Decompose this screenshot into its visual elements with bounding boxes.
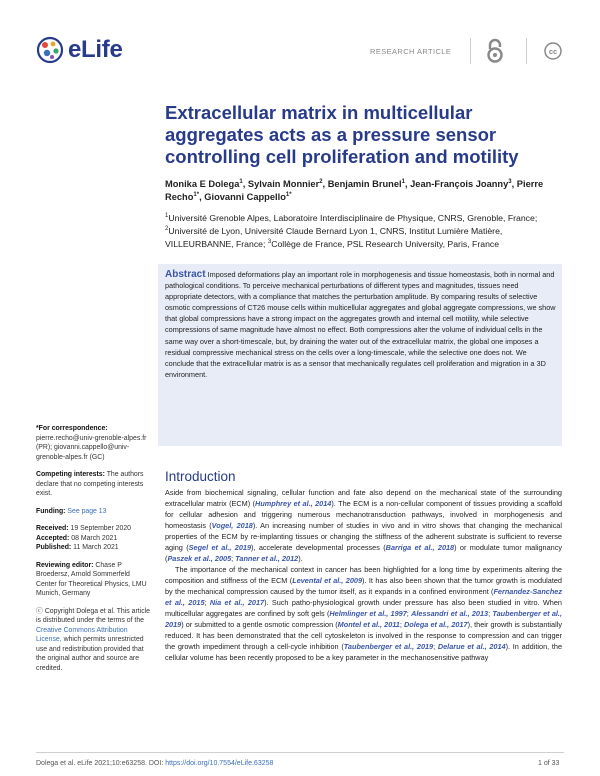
intro-text: ) or submitted to a gentle osmotic compression ( [181,620,338,629]
copyright-text-b: which permits unrestricted use and redistribution provided that the original author and source are credited. [36,636,144,672]
affiliation-text: Université de Lyon, Université Claude Bernard Lyon 1, CNRS, Institut Lumière Matière, VILLEURBANNE, France; [165,226,503,249]
intro-text: ; [204,598,210,607]
intro-text: ) or modulate tumor malignancy ( [165,543,563,563]
accepted-date: 08 March 2021 [71,534,118,542]
copyright-text-a: Copyright Dolega et al. This article is distributed under the terms of the [36,607,151,624]
author-affiliation-mark: 2 [319,178,323,185]
affiliation-mark: 3 [267,239,272,246]
intro-paragraph-2 [165,564,562,663]
citation-link[interactable]: Humphrey et al., 2014 [255,499,332,508]
intro-text: ). An increasing number of studies in vivo and in vitro shows that changing the mechanical properties of the ECM by re-implanting tissues or changing the stiffness of the adherent substrate is sufficient to reverse aging ( [165,521,562,552]
elife-logo-icon [36,36,64,64]
intro-text: ). The ECM is a non-cellular component of tissues providing a scaffold for cellular adhesion and triggering numerous mechanotransduction pathways, involved in morphogenesis and homeostasis ( [165,499,563,530]
citation-link[interactable]: Taubenberger et al., 2019 [165,609,562,629]
author-name[interactable]: Pierre Recho [165,179,544,202]
article-type-label: RESEARCH ARTICLE [370,47,452,56]
author-name[interactable]: Jean-François Joanny [410,179,509,189]
intro-text: ; [406,609,412,618]
affiliation-mark: 1 [165,213,169,220]
intro-text: ). Such patho-physiological growth under pressure has also been studied in vitro. When multicellular aggregates are confined by soft gels ( [165,598,562,618]
affiliation-mark: 2 [165,226,169,233]
author-affiliation-mark: 1* [285,191,292,198]
intro-text: ; [399,620,405,629]
intro-text: Aside from biochemical signaling, cellular function and fate also depend on the mechanical state of the surrounding extracellular matrix (ECM) ( [165,488,562,508]
copyright-icon: ⓒ [36,607,43,615]
citation-link[interactable]: Nia et al., 2017 [209,598,265,607]
header-divider-2 [526,38,527,64]
correspondence-emails[interactable]: pierre.recho@univ-grenoble-alpes.fr (PR); giovanni.cappello@univ-grenoble-alpes.fr (GC) [36,434,147,461]
author-affiliation-mark: 3 [508,178,512,185]
citation-link[interactable]: Paszek et al., 2005 [167,554,232,563]
sidebar [36,424,152,681]
footer-doi-link[interactable]: https://doi.org/10.7554/eLife.63258 [165,760,274,767]
citation-link[interactable]: Taubenberger et al., 2019 [343,642,434,651]
intro-text: ). It has also been shown that the tumor growth is modulated by the mechanical compression caused by the tumor itself, as it expands in a confined environment ( [165,576,562,596]
intro-text: ). [298,554,303,563]
published-label: Published: [36,544,72,551]
funding-link[interactable]: See page 13 [67,507,107,515]
citation-link[interactable]: Delarue et al., 2014 [437,642,506,651]
intro-text: ). In addition, the cellular volume has been recently proposed to be a key parameter in the mechanosensitive pathway [165,642,563,662]
citation-link[interactable]: Alessandri et al., 2013 [411,609,489,618]
affiliation-text: Collège de France, PSL Research University, Paris, France [271,239,500,249]
author-name[interactable]: Benjamin Brunel [327,179,402,189]
published-date: 11 March 2021 [73,544,119,551]
footer-divider [36,752,564,753]
introduction-body [165,487,562,663]
header-divider [470,38,471,64]
intro-paragraph-1 [165,487,562,564]
author-list: Monika E Dolega$^1$, Sylvain Monnier$^2$, Benjamin Brunel$^1$, Jean-François Joanny$^3$, Pierre Recho$^{1*}$, Giovanni Cappello$^{1*}$ [165,178,544,202]
svg-text:cc: cc [548,47,558,56]
logo-text: eLife [68,36,123,63]
citation-link[interactable]: Fernandez-Sanchez et al., 2015 [165,587,562,607]
footer-citation-text: Dolega et al. eLife 2021;10:e63258. DOI: [36,760,166,767]
author-affiliation-mark: 1 [401,178,405,185]
citation-link[interactable]: Helmlinger et al., 1997 [329,609,407,618]
accepted-label: Accepted: [36,534,70,542]
competing-interests-text: The authors declare that no competing interests exist. [36,471,144,497]
reviewing-editor-label: Reviewing editor: [36,561,94,569]
abstract-text: Imposed deformations play an important role in morphogenesis and tissue homeostasis, both in normal and pathological conditions. To perceive mechanical perturbations of different types and magnitudes, tissues need appropriate detectors, with a compliance that matches the perturbation amplitude. By comparing results of selective osmotic compressions of CT26 mouse cells within multicellular aggregates and global aggregate compressions, we show that global compressions have a strong impact on the aggregates growth and internal cell motility, while selective compressions of same magnitude have almost no effect. Both compressions alter the volume of individual cells in the same way over a short-timescale, but, by draining the water out of the extracellular matrix, the global one imposes a residual compressive mechanical stress on the cells over a long-timescale, while the selective one does not. We conclude that the extracellular matrix is as a sensor that mechanically regulates cell proliferation and migration in a 3D environment. [165,270,556,379]
elife-logo[interactable] [36,36,123,64]
intro-text: ), accelerate developmental processes ( [251,543,386,552]
creative-commons-icon[interactable] [544,42,562,60]
citation-link[interactable]: Dolega et al., 2017 [404,620,468,629]
author-name[interactable]: Sylvain Monnier [247,179,320,189]
funding-label: Funding: [36,507,66,515]
affiliations [165,212,570,251]
introduction-heading: Introduction [165,469,236,484]
author-name[interactable]: Monika E Dolega [165,179,240,189]
citation-link[interactable]: Montel et al., 2011 [337,620,400,629]
abstract [165,269,557,380]
author-affiliation-mark: 1* [193,191,200,198]
intro-text: The importance of the mechanical context in cancer has been highlighted for a long time by experiments altering the composition and stiffness of the ECM ( [165,565,562,585]
abstract-heading: Abstract [165,269,206,280]
footer-citation [36,760,273,767]
author-name[interactable]: Giovanni Cappello [204,192,286,202]
received-label: Received: [36,525,69,532]
citation-link[interactable]: Barriga et al., 2018 [385,543,455,552]
intro-text: ; [231,554,236,563]
intro-text: ; [433,642,438,651]
citation-link[interactable]: Vogel, 2018 [211,521,253,530]
correspondence-label: *For correspondence: [36,425,108,432]
license-link[interactable]: Creative Commons Attribution License, [36,626,128,643]
intro-text: ), their growth is substantially reduced. It has been demonstrated that the cell cytoskeleton is involved in the response to compression and can trigger the growth impediment through a cell-cycle inhibition ( [165,620,563,651]
page-number: 1 of 33 [538,760,560,767]
reviewing-editor-text: Chase P Broedersz, Arnold Sommerfeld Center for Theoretical Physics, LMU Munich, Germany [36,561,147,597]
citation-link[interactable]: Segel et al., 2019 [188,543,252,552]
open-access-icon[interactable] [484,38,506,64]
author-affiliation-mark: 1 [239,178,243,185]
competing-interests-label: Competing interests: [36,471,105,478]
affiliation-text: Université Grenoble Alpes, Laboratoire Interdisciplinaire de Physique, CNRS, Grenoble, France; [168,213,538,223]
citation-link[interactable]: Tanner et al., 2012 [235,554,299,563]
article-title: Extracellular matrix in multicellular aggregates acts as a pressure sensor controlling cell proliferation and motility [165,102,519,167]
citation-link[interactable]: Levental et al., 2009 [292,576,363,585]
intro-text: ; [488,609,493,618]
received-date: 19 September 2020 [70,525,132,532]
